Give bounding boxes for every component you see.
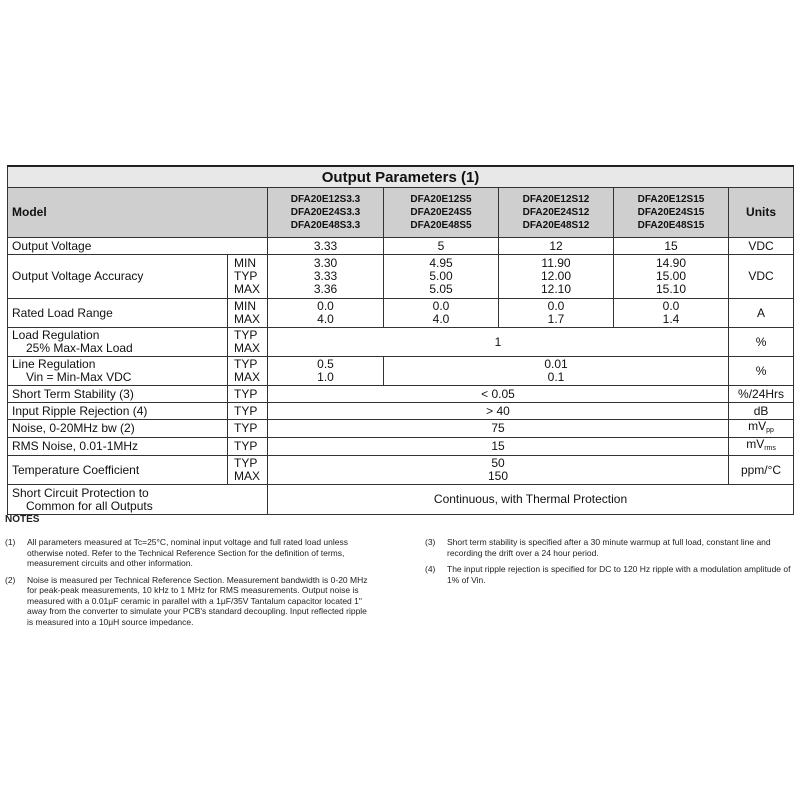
note-number: (4) (425, 564, 436, 574)
value-cell: 75 (268, 420, 729, 438)
value-cell: 1 (268, 328, 729, 357)
output-parameters-sheet (7, 165, 793, 515)
unit-cell: VDC (729, 238, 794, 255)
param-label: RMS Noise, 0.01-1MHz (8, 438, 228, 456)
value-cell: 15 (614, 238, 729, 255)
row-temperature-coefficient (8, 456, 794, 485)
unit-cell: dB (729, 403, 794, 420)
row-input-ripple-rejection (8, 403, 794, 420)
unit-cell: $mV_{rms}$ (729, 438, 794, 456)
notes-column-right (425, 537, 795, 591)
note-number: (2) (5, 574, 16, 585)
model-column-15v: DFA20E12S15 DFA20E24S15 DFA20E48S15 (614, 188, 729, 238)
notes-column-left (5, 537, 375, 633)
model-column-3v3: DFA20E12S3.3 DFA20E24S3.3 DFA20E48S3.3 (268, 188, 384, 238)
row-output-voltage (8, 238, 794, 255)
qualifier-cell: TYP (228, 438, 268, 456)
value-cell: 0.0 4.0 (268, 299, 384, 328)
unit-cell: %/24Hrs (729, 386, 794, 403)
unit-cell: % (729, 328, 794, 357)
unit-cell: ppm/°C (729, 456, 794, 485)
unit-cell: $mV_{pp}$ (729, 420, 794, 438)
note-number: (3) (425, 537, 436, 547)
param-label: Short Term Stability (3) (8, 386, 228, 403)
value-cell: 0.0 4.0 (384, 299, 499, 328)
model-column-12v: DFA20E12S12 DFA20E24S12 DFA20E48S12 (499, 188, 614, 238)
unit-cell: % (729, 357, 794, 386)
value-cell: 5 (384, 238, 499, 255)
param-label: Noise, 0-20MHz bw (2) (8, 420, 228, 438)
note-number: (1) (5, 537, 16, 547)
row-load-regulation (8, 328, 794, 357)
value-cell: 50 150 (268, 456, 729, 485)
note-text: Short term stability is specified after a 30 minute warmup at full load, constant line and recording the drift over a 24 hour period. (447, 537, 771, 558)
value-cell: 4.95 5.00 5.05 (384, 255, 499, 299)
note-item (5, 537, 375, 569)
param-label: Rated Load Range (8, 299, 228, 328)
value-cell: 0.5 1.0 (268, 357, 384, 386)
model-header: Model (8, 188, 268, 238)
qualifier-cell: TYP MAX (228, 357, 268, 386)
qualifier-cell: MIN MAX (228, 299, 268, 328)
note-text: All parameters measured at Tc=25°C, nominal input voltage and full rated load unless otherwise noted. Refer to the Technical Reference Section for the definition of terms, measurement circuits and other information. (27, 537, 348, 568)
value-cell: 11.90 12.00 12.10 (499, 255, 614, 299)
qualifier-cell: TYP MAX (228, 328, 268, 357)
row-noise (8, 420, 794, 438)
param-label: Input Ripple Rejection (4) (8, 403, 228, 420)
output-parameters-table (7, 165, 794, 515)
param-label: Output Voltage Accuracy (8, 255, 228, 299)
note-item (425, 564, 795, 585)
param-label: Output Voltage (8, 238, 268, 255)
note-text: The input ripple rejection is specified for DC to 120 Hz ripple with a modulation amplitude of 1% of Vin. (447, 564, 791, 585)
qualifier-cell: TYP (228, 420, 268, 438)
value-cell: 0.01 0.1 (384, 357, 729, 386)
unit-cell: VDC (729, 255, 794, 299)
row-output-voltage-accuracy (8, 255, 794, 299)
value-cell: 0.0 1.7 (499, 299, 614, 328)
row-rated-load-range (8, 299, 794, 328)
header-row (8, 188, 794, 238)
model-column-5v: DFA20E12S5 DFA20E24S5 DFA20E48S5 (384, 188, 499, 238)
note-item (5, 575, 375, 628)
row-line-regulation (8, 357, 794, 386)
param-label: Load Regulation 25% Max-Max Load (8, 328, 228, 357)
value-cell: 14.90 15.00 15.10 (614, 255, 729, 299)
qualifier-cell: TYP MAX (228, 456, 268, 485)
param-label: Temperature Coefficient (8, 456, 228, 485)
value-cell: > 40 (268, 403, 729, 420)
value-cell: 3.33 (268, 238, 384, 255)
qualifier-cell: MIN TYP MAX (228, 255, 268, 299)
unit-cell: A (729, 299, 794, 328)
qualifier-cell: TYP (228, 386, 268, 403)
row-short-circuit-protection (8, 485, 794, 515)
value-cell: 3.30 3.33 3.36 (268, 255, 384, 299)
value-cell: 0.0 1.4 (614, 299, 729, 328)
value-cell: < 0.05 (268, 386, 729, 403)
value-cell: 15 (268, 438, 729, 456)
param-label: Line Regulation Vin = Min-Max VDC (8, 357, 228, 386)
value-cell: 12 (499, 238, 614, 255)
notes-section (5, 514, 795, 627)
units-header: Units (729, 188, 794, 238)
value-cell: Continuous, with Thermal Protection (268, 485, 794, 515)
note-text: Noise is measured per Technical Reference Section. Measurement bandwidth is 0-20 MHz for peak-peak measurements, 10 kHz to 1 MHz for RMS measurements. Output noise is measured with a 0.01μF ceramic in parallel with a 1μF/35V Tantalum capacitor located 1" away from the converter to simulate your PCB's standard decoupling. Input reflected ripple is measured into a 10μH source impedance. (27, 574, 368, 627)
param-label: Short Circuit Protection to Common for all Outputs (8, 485, 268, 515)
note-item (425, 537, 795, 558)
row-rms-noise (8, 438, 794, 456)
row-short-term-stability (8, 386, 794, 403)
notes-title: NOTES (5, 514, 40, 525)
qualifier-cell: TYP (228, 403, 268, 420)
table-title: Output Parameters (1) (8, 166, 794, 188)
